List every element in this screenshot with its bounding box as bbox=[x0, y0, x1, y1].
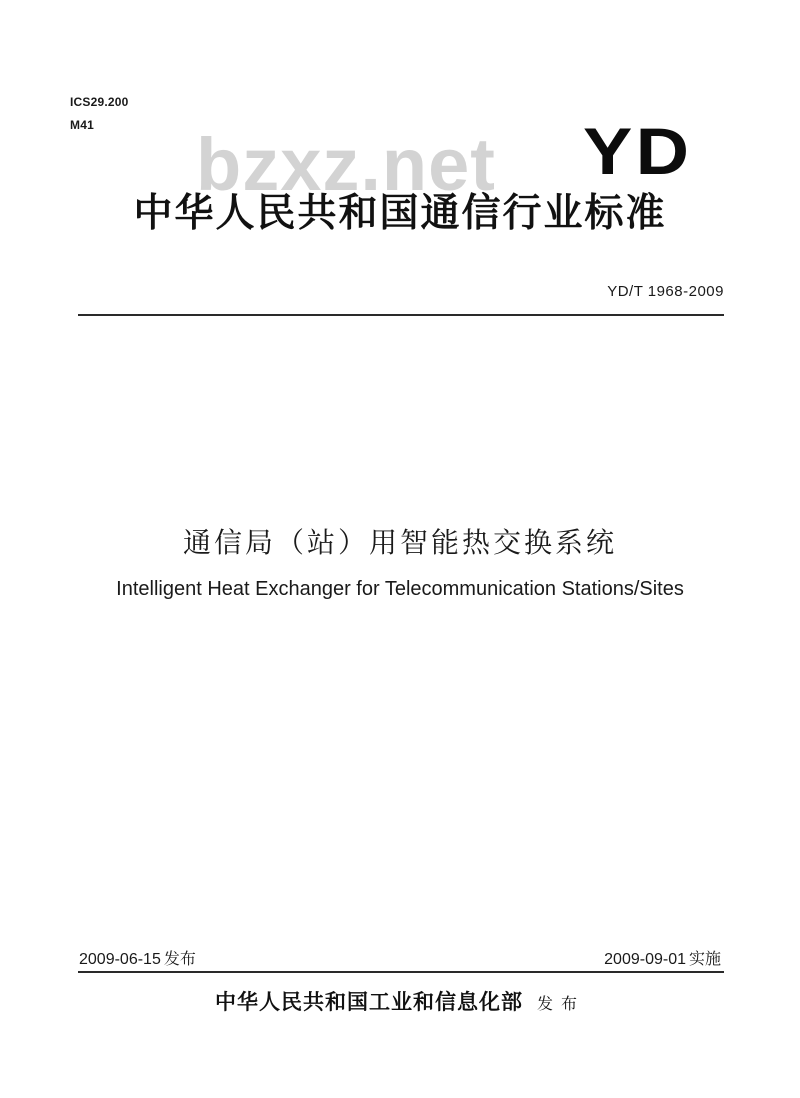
ics-code: ICS29.200 bbox=[70, 95, 129, 109]
header-divider bbox=[78, 314, 724, 316]
publisher-action: 发布 bbox=[536, 994, 585, 1013]
classification-code: M41 bbox=[70, 118, 94, 132]
watermark: bzxz.net bbox=[196, 123, 496, 206]
document-title-chinese: 通信局（站）用智能热交换系统 bbox=[182, 526, 617, 559]
implementation-date-value: 2009-09-01 bbox=[604, 951, 686, 968]
issue-label: 发布 bbox=[163, 949, 196, 968]
implementation-label: 实施 bbox=[688, 949, 721, 968]
implementation-date bbox=[604, 946, 721, 969]
yd-logo: YD bbox=[583, 114, 693, 188]
standard-number: YD/T 1968-2009 bbox=[607, 283, 724, 300]
standard-category-title: 中华人民共和国通信行业标准 bbox=[133, 191, 667, 236]
publisher-name: 中华人民共和国工业和信息化部 bbox=[214, 989, 523, 1014]
issue-date-value: 2009-06-15 bbox=[79, 951, 161, 968]
publisher bbox=[0, 986, 800, 1016]
issue-date bbox=[79, 946, 196, 969]
document-title-english: Intelligent Heat Exchanger for Telecommunication Stations/Sites bbox=[116, 578, 684, 600]
footer-divider bbox=[78, 971, 724, 973]
